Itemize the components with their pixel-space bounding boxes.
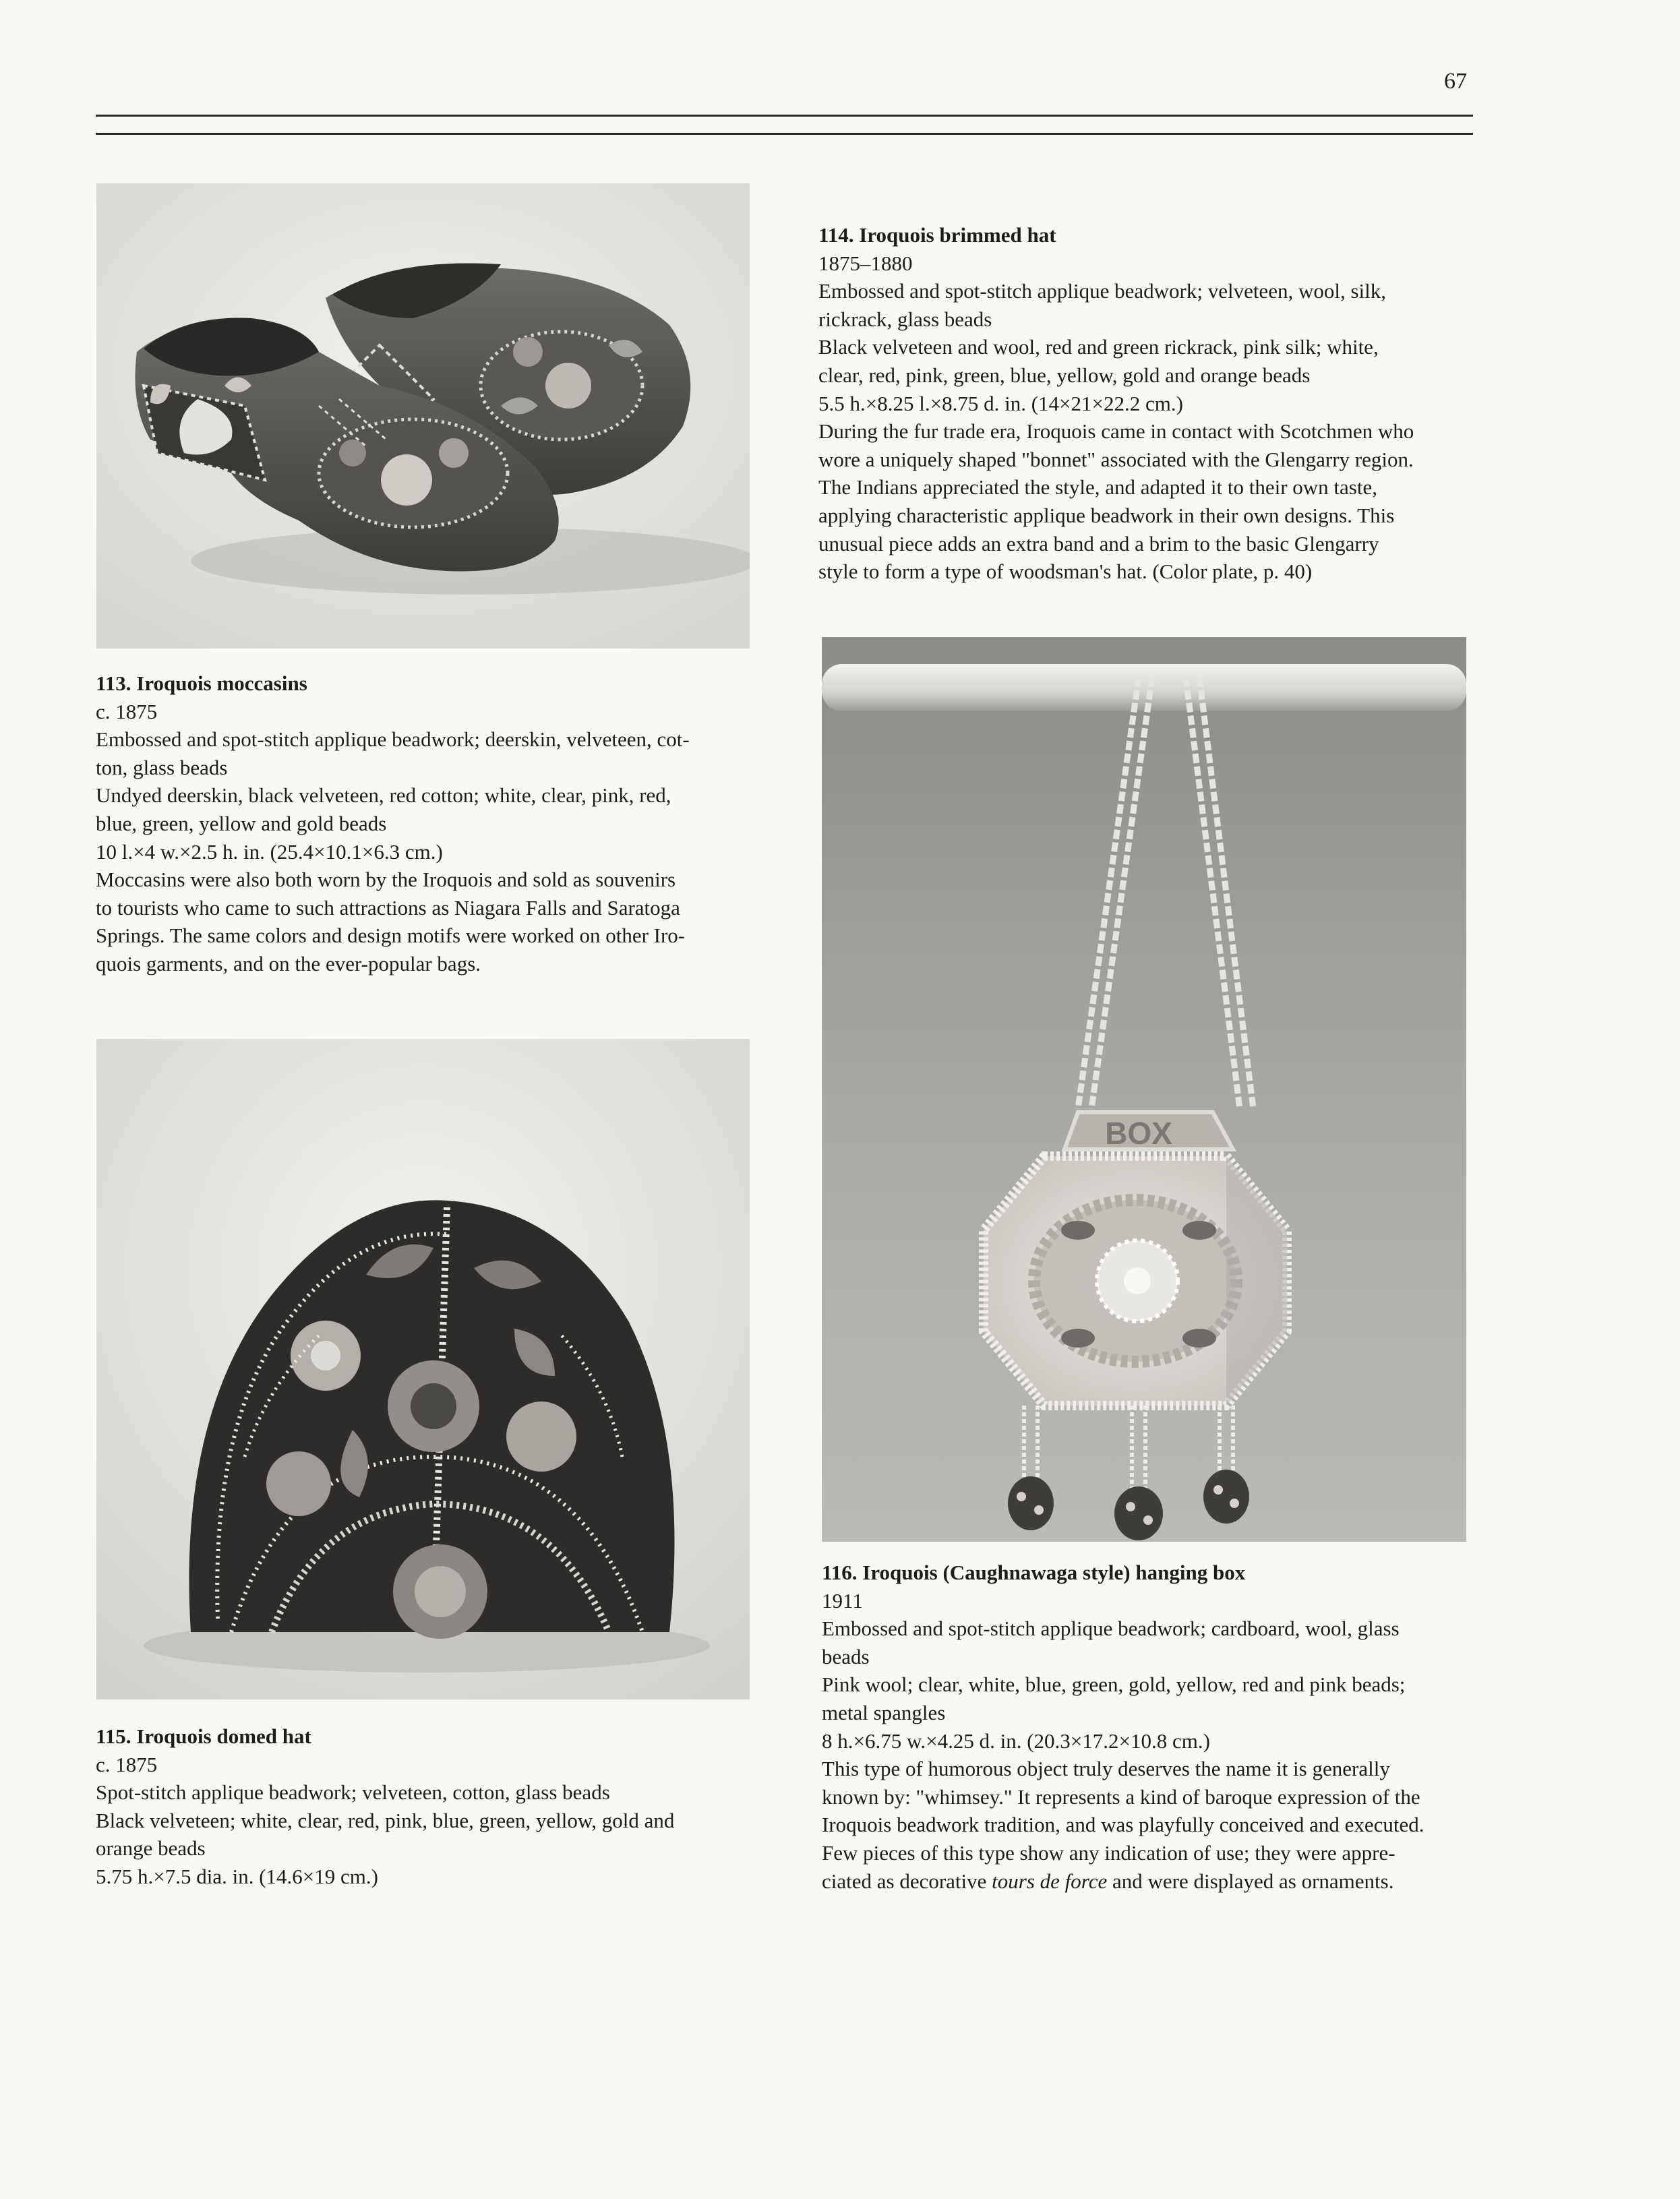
caption-114-line: clear, red, pink, green, blue, yellow, gold and orange beads (818, 363, 1311, 387)
caption-114-date: 1875–1880 (818, 251, 913, 275)
caption-113-title: 113. Iroquois moccasins (96, 671, 307, 695)
caption-115-line: 5.75 h.×7.5 dia. in. (14.6×19 cm.) (96, 1864, 378, 1888)
caption-116-line: metal spangles (822, 1700, 946, 1724)
caption-116-line: This type of humorous object truly deserves the name it is generally (822, 1757, 1390, 1781)
moccasins-photo (96, 183, 750, 649)
caption-116-line: known by: "whimsey." It represents a kind of baroque expression of the (822, 1784, 1420, 1809)
italic-phrase: tours de force (992, 1869, 1108, 1893)
caption-114-line: 5.5 h.×8.25 l.×8.75 d. in. (14×21×22.2 cm.) (818, 391, 1183, 415)
caption-116-line: 8 h.×6.75 w.×4.25 d. in. (20.3×17.2×10.8 cm.) (822, 1728, 1210, 1753)
caption-113-line: to tourists who came to such attractions as Niagara Falls and Saratoga (96, 895, 680, 920)
caption-115-line: Black velveteen; white, clear, red, pink, blue, green, yellow, gold and (96, 1808, 675, 1832)
caption-114-line: wore a uniquely shaped "bonnet" associated with the Glengarry region. (818, 447, 1414, 471)
caption-116-line: beads (822, 1644, 870, 1668)
caption-114-line: style to form a type of woodsman's hat. (Color plate, p. 40) (818, 560, 1313, 584)
caption-116-line: Iroquois beadwork tradition, and was playfully conceived and executed. (822, 1813, 1424, 1837)
caption-113-line: Embossed and spot-stitch applique beadwork; deerskin, velveteen, cot- (96, 727, 690, 752)
caption-115-date: c. 1875 (96, 1752, 158, 1776)
svg-text:BOX: BOX (1105, 1116, 1172, 1151)
caption-116 (822, 1559, 1424, 1895)
caption-114-line: unusual piece adds an extra band and a brim to the basic Glengarry (818, 531, 1379, 555)
caption-115-title: 115. Iroquois domed hat (96, 1724, 311, 1748)
caption-114-line: applying characteristic applique beadwork in their own designs. This (818, 503, 1395, 527)
caption-115-line: orange beads (96, 1836, 206, 1861)
caption-115 (96, 1722, 674, 1891)
hanging-box-photo (822, 637, 1466, 1542)
page-number: 67 (1444, 69, 1467, 94)
header-rule-bottom (96, 133, 1473, 135)
caption-114-line: Embossed and spot-stitch applique beadwork; velveteen, wool, silk, (818, 279, 1386, 303)
caption-114-line: The Indians appreciated the style, and adapted it to their own taste, (818, 475, 1377, 500)
caption-114-line: During the fur trade era, Iroquois came in contact with Scotchmen who (818, 419, 1414, 444)
caption-116-line: Pink wool; clear, white, blue, green, gold, yellow, red and pink beads; (822, 1673, 1406, 1697)
caption-116-line: Few pieces of this type show any indication of use; they were appre- (822, 1840, 1396, 1865)
caption-114-line: Black velveteen and wool, red and green rickrack, pink silk; white, (818, 335, 1379, 359)
caption-116-date: 1911 (822, 1588, 863, 1613)
caption-113-line: Undyed deerskin, black velveteen, red cotton; white, clear, pink, red, (96, 783, 671, 808)
caption-114-title: 114. Iroquois brimmed hat (818, 223, 1056, 247)
domed-hat-photo (96, 1039, 750, 1699)
caption-114-line: rickrack, glass beads (818, 307, 992, 331)
caption-113-date: c. 1875 (96, 699, 158, 723)
caption-113 (96, 669, 690, 978)
header-rule-top (96, 115, 1473, 117)
caption-113-line: Springs. The same colors and design motifs were worked on other Iro- (96, 924, 686, 948)
caption-116-title: 116. Iroquois (Caughnawaga style) hanging box (822, 1561, 1246, 1584)
caption-113-line: quois garments, and on the ever-popular bags. (96, 951, 481, 975)
caption-113-line: 10 l.×4 w.×2.5 h. in. (25.4×10.1×6.3 cm.) (96, 839, 443, 864)
caption-116-line: Embossed and spot-stitch applique beadwork; cardboard, wool, glass (822, 1617, 1400, 1641)
caption-115-line: Spot-stitch applique beadwork; velveteen, cotton, glass beads (96, 1780, 610, 1805)
caption-116-line-last: ciated as decorative tours de force and were displayed as ornaments. (822, 1869, 1394, 1893)
caption-113-line: ton, glass beads (96, 755, 228, 779)
caption-114 (818, 221, 1414, 586)
caption-113-line: blue, green, yellow and gold beads (96, 811, 387, 835)
caption-113-line: Moccasins were also both worn by the Iroquois and sold as souvenirs (96, 868, 676, 892)
